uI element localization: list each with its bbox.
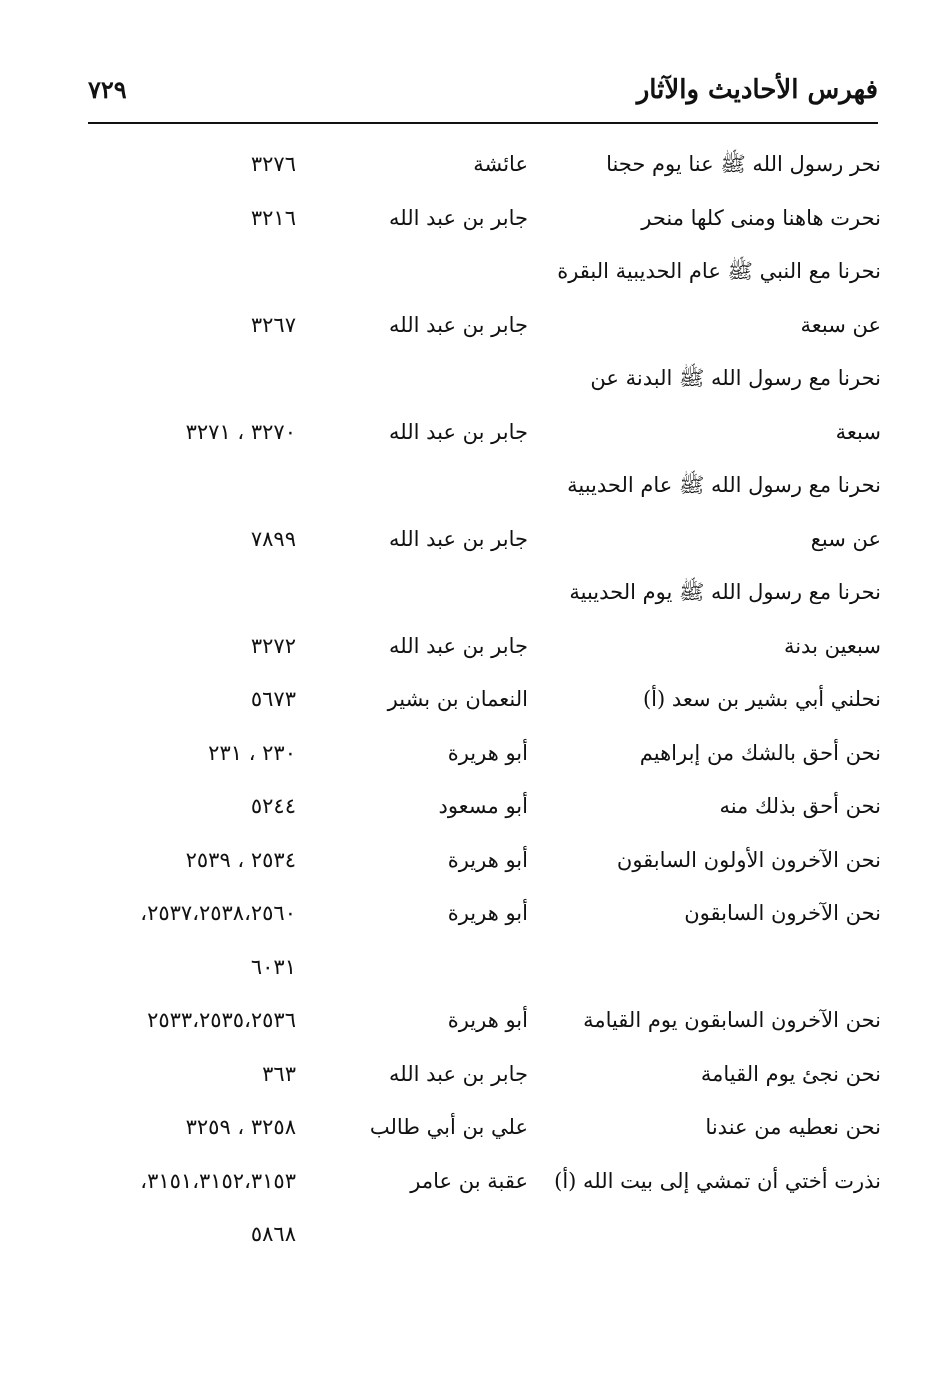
hadith-text: نحرنا مع رسول الله ﷺ يوم الحديبية bbox=[569, 580, 881, 604]
narrator-name: أبو هريرة bbox=[447, 847, 528, 872]
index-row bbox=[0, 299, 933, 353]
hadith-numbers: ٣٦٣ bbox=[262, 1061, 296, 1086]
hadith-numbers: ٦٠٣١ bbox=[250, 954, 296, 979]
hadith-text: عن سبع bbox=[810, 526, 881, 551]
narrator-name: جابر بن عبد الله bbox=[388, 312, 528, 337]
index-row bbox=[0, 1155, 933, 1209]
hadith-numbers: ٣٢٧٢ bbox=[250, 633, 296, 658]
hadith-numbers: ٥٦٧٣ bbox=[250, 687, 296, 711]
hadith-numbers: ٣٢٦٧ bbox=[250, 312, 296, 337]
index-row bbox=[0, 192, 933, 246]
hadith-numbers: ٥٢٤٤ bbox=[250, 794, 296, 818]
narrator-name: جابر بن عبد الله bbox=[388, 205, 528, 230]
hadith-text: نحرنا مع رسول الله ﷺ البدنة عن bbox=[590, 366, 881, 390]
index-row bbox=[0, 1208, 933, 1262]
index-row bbox=[0, 620, 933, 674]
hadith-numbers: ٣٢٧٠ ، ٣٢٧١ bbox=[185, 419, 296, 444]
index-row bbox=[0, 1101, 933, 1155]
index-row bbox=[0, 513, 933, 567]
header-divider bbox=[88, 122, 878, 124]
hadith-numbers: ٣٢٥٨ ، ٣٢٥٩ bbox=[185, 1115, 296, 1139]
index-row bbox=[0, 780, 933, 834]
hadith-text: نحن أحق بذلك منه bbox=[719, 794, 881, 818]
index-row bbox=[0, 245, 933, 299]
hadith-text: نحرنا مع رسول الله ﷺ عام الحديبية bbox=[567, 473, 881, 497]
hadith-text: نحن الآخرون السابقون يوم القيامة bbox=[583, 1008, 881, 1032]
index-row bbox=[0, 352, 933, 406]
narrator-name: جابر بن عبد الله bbox=[388, 633, 528, 658]
index-row bbox=[0, 673, 933, 727]
index-row bbox=[0, 138, 933, 192]
index-row bbox=[0, 406, 933, 460]
hadith-numbers: ٧٨٩٩ bbox=[250, 526, 296, 551]
hadith-text: نحن نعطيه من عندنا bbox=[705, 1115, 881, 1139]
narrator-name: جابر بن عبد الله bbox=[388, 419, 528, 444]
narrator-name: النعمان بن بشير bbox=[387, 687, 528, 711]
hadith-text: نحن نجئ يوم القيامة bbox=[700, 1061, 881, 1086]
index-row bbox=[0, 1048, 933, 1102]
hadith-numbers: ٢٣٠ ، ٢٣١ bbox=[208, 740, 296, 765]
index-row bbox=[0, 459, 933, 513]
narrator-name: علي بن أبي طالب bbox=[369, 1115, 528, 1139]
index-entries bbox=[0, 138, 933, 1262]
hadith-text: سبعة bbox=[835, 419, 881, 444]
narrator-name: أبو هريرة bbox=[447, 1008, 528, 1032]
narrator-name: أبو هريرة bbox=[447, 901, 528, 925]
hadith-text: نحرنا مع النبي ﷺ عام الحديبية البقرة bbox=[557, 259, 881, 283]
hadith-numbers: ٣٢٧٦ bbox=[250, 152, 296, 176]
hadith-numbers: ٣٢١٦ bbox=[250, 205, 296, 230]
narrator-name: أبو مسعود bbox=[438, 794, 528, 818]
hadith-text: نحرت هاهنا ومنى كلها منحر bbox=[641, 205, 881, 230]
hadith-text: نحن الآخرون السابقون bbox=[684, 901, 881, 925]
page-number: ٧٢٩ bbox=[88, 75, 127, 104]
narrator-name: أبو هريرة bbox=[447, 740, 528, 765]
narrator-name: عقبة بن عامر bbox=[410, 1168, 528, 1193]
index-row bbox=[0, 941, 933, 995]
index-row bbox=[0, 566, 933, 620]
hadith-numbers: ٥٨٦٨ bbox=[250, 1222, 296, 1246]
hadith-text: نحر رسول الله ﷺ عنا يوم حجنا bbox=[606, 152, 881, 176]
hadith-text: نذرت أختي أن تمشي إلى بيت الله (أ) bbox=[554, 1168, 881, 1193]
narrator-name: جابر بن عبد الله bbox=[388, 526, 528, 551]
narrator-name: عائشة bbox=[473, 152, 528, 176]
page-title: فهرس الأحاديث والآثار bbox=[636, 75, 878, 105]
hadith-text: نحلني أبي بشير بن سعد (أ) bbox=[642, 687, 881, 711]
page-header bbox=[88, 70, 878, 110]
hadith-numbers: ٢٥٣٤ ، ٢٥٣٩ bbox=[185, 847, 296, 872]
hadith-numbers: ٢٥٣٣،٢٥٣٥،٢٥٣٦ bbox=[147, 1008, 296, 1032]
index-row bbox=[0, 727, 933, 781]
index-row bbox=[0, 834, 933, 888]
hadith-text: عن سبعة bbox=[800, 312, 881, 337]
index-row bbox=[0, 994, 933, 1048]
narrator-name: جابر بن عبد الله bbox=[388, 1061, 528, 1086]
hadith-text: سبعين بدنة bbox=[783, 633, 881, 658]
hadith-text: نحن الآخرون الأولون السابقون bbox=[616, 847, 881, 872]
index-row bbox=[0, 887, 933, 941]
hadith-numbers: ٣١٥١،٣١٥٢،٣١٥٣، bbox=[140, 1168, 296, 1193]
hadith-text: نحن أحق بالشك من إبراهيم bbox=[639, 740, 881, 765]
hadith-numbers: ٢٥٣٧،٢٥٣٨،٢٥٦٠، bbox=[140, 901, 296, 925]
